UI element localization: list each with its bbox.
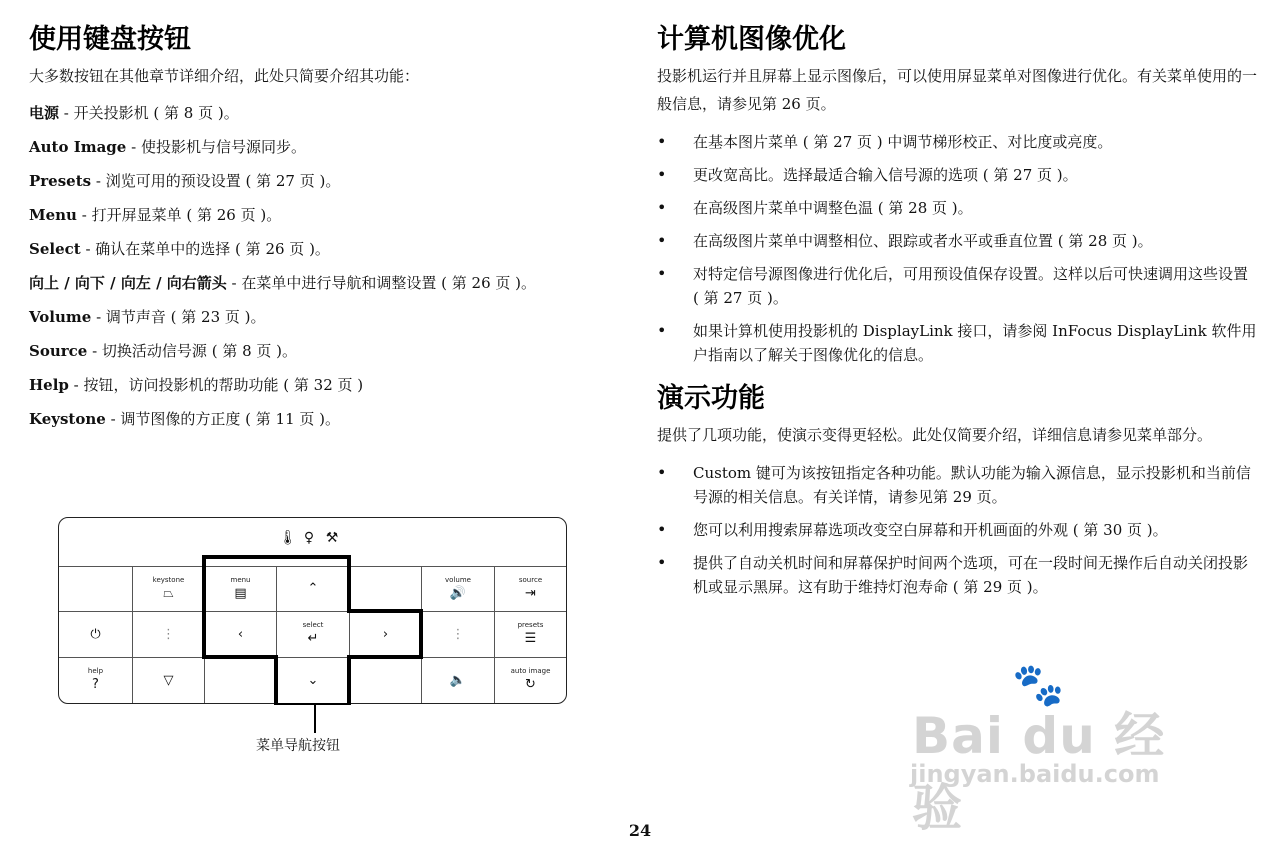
image-optimization-intro: 投影机运行并且屏幕上显示图像后，可以使用屏显菜单对图像进行优化。有关菜单使用的一般信息，请参见第 26 页。	[657, 67, 1258, 113]
source-button[interactable]: source ⇥	[494, 566, 566, 612]
dotted-divider-icon: ⋮	[451, 626, 465, 642]
item-select: Select - 确认在菜单中的选择 ( 第 26 页 )。	[29, 240, 330, 258]
chevron-up-icon: ⌃	[307, 581, 319, 596]
presentation-intro: 提供了几项功能，使演示变得更轻松。此处仅简要介绍，详细信息请参见菜单部分。	[657, 426, 1213, 444]
auto-image-icon: ↻	[525, 677, 536, 692]
select-button[interactable]: select ↵	[276, 611, 350, 658]
right-column	[657, 18, 1257, 608]
item-source: Source - 切换活动信号源 ( 第 8 页 )。	[29, 342, 298, 360]
item-presets: Presets - 浏览可用的预设设置 ( 第 27 页 )。	[29, 172, 341, 190]
keypad-caption: 菜单导航按钮	[256, 738, 340, 754]
item-arrows: 向上 / 向下 / 向左 / 向右箭头 - 在菜单中进行导航和调整设置 ( 第 26 页 )。	[29, 274, 537, 292]
chevron-right-icon: ›	[382, 626, 389, 642]
list-item: • 在高级图片菜单中调整相位、跟踪或者水平或垂直位置 ( 第 28 页 )。	[657, 229, 1257, 253]
help-icon: ?	[92, 677, 99, 692]
list-item: • Custom 键可为该按钮指定各种功能。默认功能为输入源信息，显示投影机和当前信号源的相关信息。有关详情，请参见第 29 页。	[657, 461, 1257, 509]
item-keystone: Keystone - 调节图像的方正度 ( 第 11 页 )。	[29, 410, 341, 428]
presentation-features-list	[657, 461, 1257, 599]
list-item: • 更改宽高比。选择最适合输入信号源的选项 ( 第 27 页 )。	[657, 163, 1257, 187]
auto-image-button[interactable]: auto image ↻	[494, 657, 566, 703]
intro-text: 大多数按钮在其他章节详细介绍，此处只简要介绍其功能：	[29, 67, 420, 85]
presets-button[interactable]: presets ☰	[494, 611, 566, 658]
keypad-diagram	[58, 517, 567, 704]
list-item: • 在基本图片菜单 ( 第 27 页 ) 中调节梯形校正、对比度或亮度。	[657, 130, 1257, 154]
item-auto-image: Auto Image - 使投影机与信号源同步。	[29, 138, 306, 156]
section-heading-presentation: 演示功能	[657, 383, 765, 414]
keystone-down-icon: ▽	[163, 672, 174, 688]
item-menu: Menu - 打开屏显菜单 ( 第 26 页 )。	[29, 206, 282, 224]
callout-line	[314, 704, 316, 733]
lamp-icon: ♀	[303, 530, 315, 546]
item-help: Help - 按钮，访问投影机的帮助功能 ( 第 32 页 )	[29, 376, 364, 394]
item-power: 电源 - 开关投影机 ( 第 8 页 )。	[29, 104, 239, 122]
list-item: • 如果计算机使用投影机的 DisplayLink 接口，请参阅 InFocus DisplayLink 软件用户指南以了解关于图像优化的信息。	[657, 319, 1257, 367]
navigation-highlight-outline	[59, 518, 566, 705]
dotted-divider-icon: ⋮	[162, 626, 175, 642]
volume-up-button[interactable]: volume 🔊	[421, 566, 495, 612]
list-item: • 您可以利用搜索屏幕选项改变空白屏幕和开机画面的外观 ( 第 30 页 )。	[657, 518, 1257, 542]
list-item: • 对特定信号源图像进行优化后，可用预设值保存设置。这样以后可快速调用这些设置 ( 第 27 页 )。	[657, 262, 1257, 310]
menu-icon: ▤	[234, 585, 247, 601]
baidu-jingyan-watermark: 🐾 Bai du 经验 jingyan.baidu.com	[910, 660, 1166, 837]
chevron-left-icon: ‹	[237, 626, 244, 642]
menu-button[interactable]: menu ▤	[204, 566, 277, 612]
left-column	[29, 18, 614, 436]
section-heading-image-optimization: 计算机图像优化	[657, 24, 846, 55]
image-optimization-list	[657, 130, 1257, 367]
power-icon: ⏻	[90, 626, 101, 642]
thermometer-icon: 🌡	[279, 530, 297, 546]
section-heading-keypad: 使用键盘按钮	[29, 24, 191, 55]
volume-down-icon: 🔈	[449, 672, 467, 688]
enter-icon: ↵	[307, 631, 319, 646]
item-volume: Volume - 调节声音 ( 第 23 页 )。	[29, 308, 266, 326]
button-description-list	[29, 96, 614, 436]
list-item: • 提供了自动关机时间和屏幕保护时间两个选项，可在一段时间无操作后自动关闭投影机或显示黑屏。这有助于维持灯泡寿命 ( 第 29 页 )。	[657, 551, 1257, 599]
volume-up-icon: 🔊	[449, 585, 467, 601]
help-button[interactable]: help ?	[59, 657, 133, 703]
page-number: 24	[628, 821, 652, 840]
keystone-up-button[interactable]: keystone ⏢	[132, 566, 205, 612]
chevron-down-icon: ⌄	[307, 672, 319, 688]
presets-icon: ☰	[524, 631, 537, 646]
paw-logo-icon: 🐾	[1012, 660, 1065, 709]
list-item: • 在高级图片菜单中调整色温 ( 第 28 页 )。	[657, 196, 1257, 220]
source-icon: ⇥	[525, 585, 536, 601]
wrench-icon: ⚒	[325, 530, 339, 546]
keystone-up-icon: ⏢	[163, 585, 174, 601]
